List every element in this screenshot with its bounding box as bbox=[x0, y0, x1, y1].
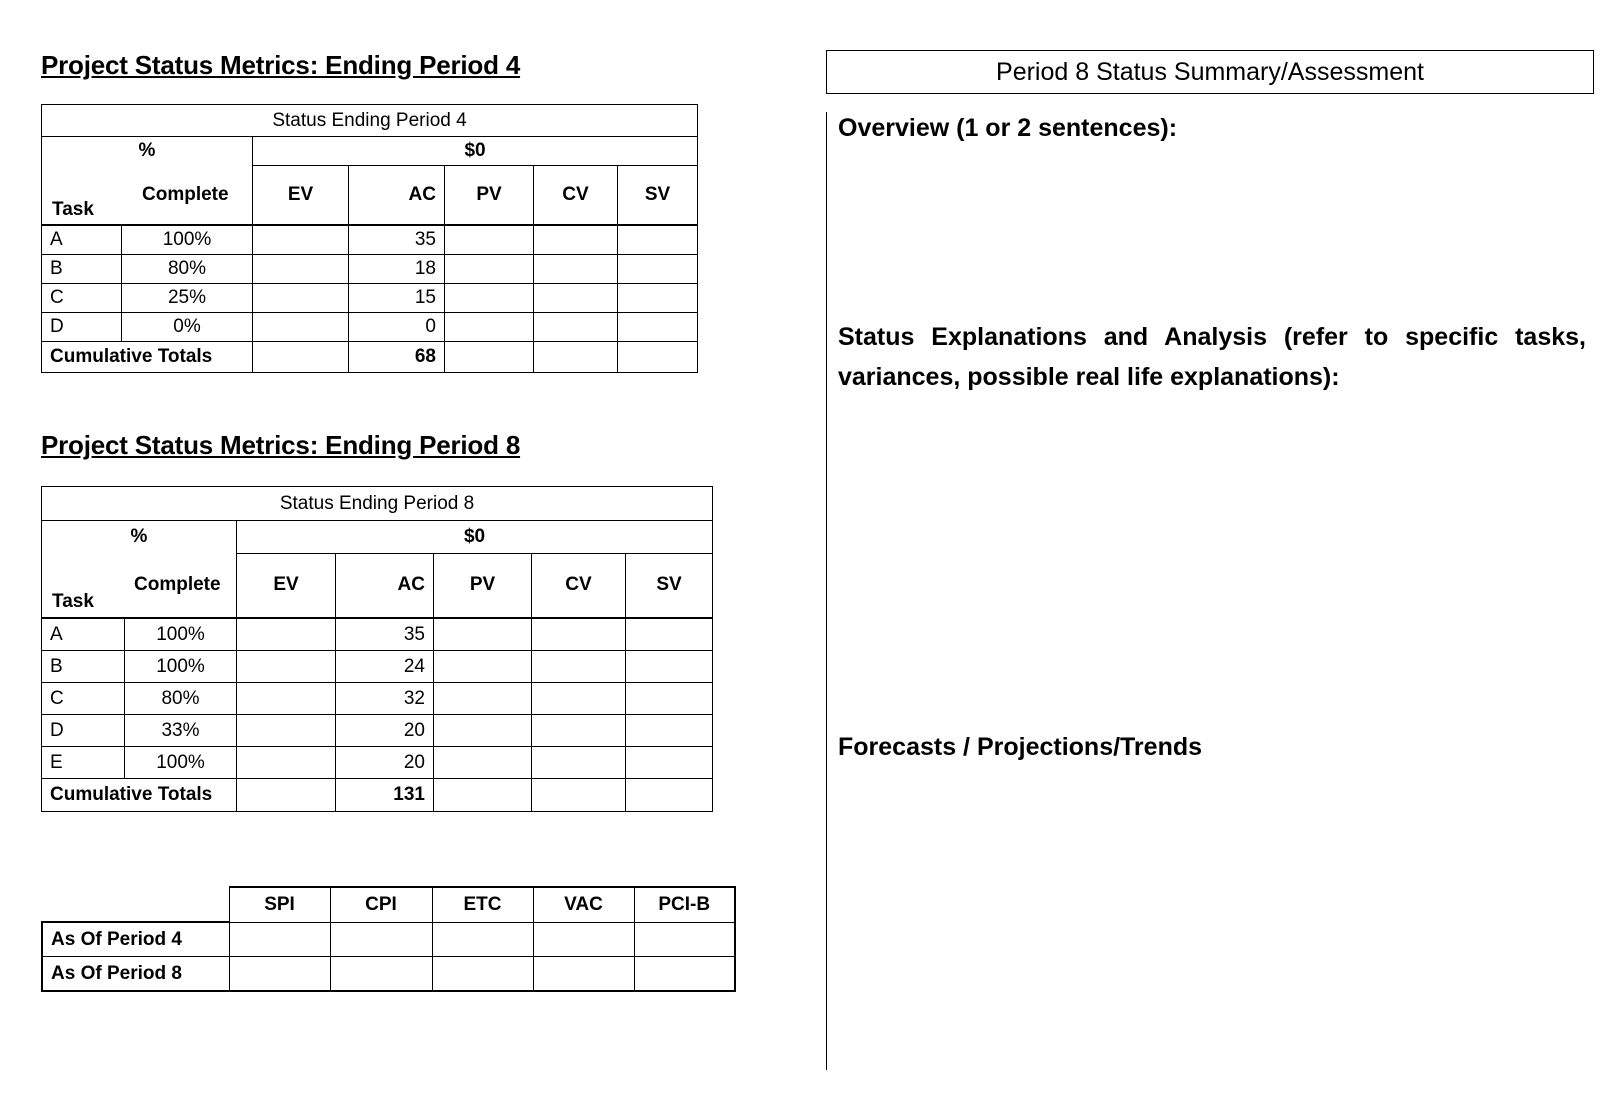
budget-cell: $0 bbox=[253, 137, 698, 166]
pcib-cell bbox=[634, 957, 735, 992]
overview-label: Overview (1 or 2 sentences): bbox=[838, 114, 1178, 142]
task-cell: D bbox=[42, 715, 125, 747]
cv-total bbox=[532, 779, 626, 812]
ev-cell bbox=[253, 312, 349, 341]
pv-cell bbox=[445, 254, 534, 283]
ac-cell: 20 bbox=[336, 715, 434, 747]
ac-cell: 24 bbox=[336, 651, 434, 683]
pv-total bbox=[434, 779, 532, 812]
row-label: As Of Period 8 bbox=[42, 957, 229, 992]
col-header-ev: EV bbox=[237, 553, 336, 618]
ac-cell: 35 bbox=[336, 618, 434, 651]
cv-cell bbox=[534, 312, 618, 341]
ev-cell bbox=[237, 747, 336, 779]
pv-cell bbox=[434, 715, 532, 747]
period8-table bbox=[41, 486, 713, 812]
totals-label: Cumulative Totals bbox=[42, 779, 237, 812]
col-header-ac: AC bbox=[349, 166, 445, 225]
period4-table bbox=[41, 104, 698, 373]
pv-cell bbox=[445, 225, 534, 255]
table-row bbox=[42, 683, 713, 715]
table-row bbox=[42, 225, 698, 255]
divider-line bbox=[826, 112, 827, 1070]
spi-cell bbox=[229, 957, 330, 992]
sv-cell bbox=[626, 715, 713, 747]
indices-corner bbox=[42, 887, 229, 922]
pct-cell: 100% bbox=[125, 747, 237, 779]
ev-total bbox=[237, 779, 336, 812]
complete-label: Complete bbox=[142, 183, 229, 205]
col-header-etc: ETC bbox=[432, 887, 533, 922]
cv-cell bbox=[532, 683, 626, 715]
sv-cell bbox=[626, 651, 713, 683]
col-header-cpi: CPI bbox=[330, 887, 432, 922]
ev-cell bbox=[237, 618, 336, 651]
cpi-cell bbox=[330, 922, 432, 957]
cpi-cell bbox=[330, 957, 432, 992]
sv-cell bbox=[618, 312, 698, 341]
pct-cell: 80% bbox=[122, 254, 253, 283]
ac-cell: 32 bbox=[336, 683, 434, 715]
sv-total bbox=[626, 779, 713, 812]
totals-row bbox=[42, 779, 713, 812]
pv-cell bbox=[445, 283, 534, 312]
task-cell: B bbox=[42, 254, 122, 283]
period4-heading: Project Status Metrics: Ending Period 4 bbox=[41, 50, 521, 80]
cv-total bbox=[534, 341, 618, 372]
ev-cell bbox=[237, 683, 336, 715]
task-label: Task bbox=[52, 198, 94, 220]
col-header-pv: PV bbox=[445, 166, 534, 225]
task-cell: B bbox=[42, 651, 125, 683]
pct-cell: 80% bbox=[125, 683, 237, 715]
ev-total bbox=[253, 341, 349, 372]
col-header-pcib: PCI-B bbox=[634, 887, 735, 922]
pv-cell bbox=[445, 312, 534, 341]
pv-cell bbox=[434, 618, 532, 651]
status-label-cell: Status Ending Period 8 bbox=[42, 487, 713, 521]
summary-title: Period 8 Status Summary/Assessment bbox=[996, 57, 1424, 86]
cv-cell bbox=[532, 715, 626, 747]
sv-cell bbox=[618, 254, 698, 283]
vac-cell bbox=[533, 957, 634, 992]
cv-cell bbox=[534, 225, 618, 255]
indices-table bbox=[41, 886, 736, 992]
pv-cell bbox=[434, 683, 532, 715]
table-row bbox=[42, 254, 698, 283]
ac-total: 68 bbox=[349, 341, 445, 372]
task-cell: C bbox=[42, 683, 125, 715]
col-header-sv: SV bbox=[626, 553, 713, 618]
ac-cell: 15 bbox=[349, 283, 445, 312]
sv-total bbox=[618, 341, 698, 372]
pct-symbol-cell: % bbox=[42, 521, 237, 554]
col-header-cv: CV bbox=[534, 166, 618, 225]
pct-cell: 0% bbox=[122, 312, 253, 341]
pct-cell: 100% bbox=[125, 651, 237, 683]
cv-cell bbox=[532, 651, 626, 683]
pct-cell: 25% bbox=[122, 283, 253, 312]
task-cell: A bbox=[42, 225, 122, 255]
table-row bbox=[42, 618, 713, 651]
pv-cell bbox=[434, 651, 532, 683]
budget-cell: $0 bbox=[237, 521, 713, 554]
summary-title-box bbox=[826, 50, 1594, 94]
task-cell: D bbox=[42, 312, 122, 341]
task-cell: E bbox=[42, 747, 125, 779]
col-header-ac: AC bbox=[336, 553, 434, 618]
spi-cell bbox=[229, 922, 330, 957]
cv-cell bbox=[532, 747, 626, 779]
vac-cell bbox=[533, 922, 634, 957]
pct-cell: 33% bbox=[125, 715, 237, 747]
ev-cell bbox=[237, 715, 336, 747]
sv-cell bbox=[618, 225, 698, 255]
col-header-vac: VAC bbox=[533, 887, 634, 922]
period8-heading: Project Status Metrics: Ending Period 8 bbox=[41, 430, 521, 460]
ac-cell: 35 bbox=[349, 225, 445, 255]
table-row bbox=[42, 922, 735, 957]
table-row bbox=[42, 651, 713, 683]
table-row bbox=[42, 747, 713, 779]
totals-label: Cumulative Totals bbox=[42, 341, 253, 372]
status-explanations-label: Status Explanations and Analysis (refer to specific tasks, variances, possible real life explanations): bbox=[838, 323, 1586, 391]
task-cell: A bbox=[42, 618, 125, 651]
pct-symbol-cell: % bbox=[42, 137, 253, 166]
complete-label: Complete bbox=[134, 574, 221, 595]
table-row bbox=[42, 312, 698, 341]
row-label: As Of Period 4 bbox=[42, 922, 229, 957]
col-header-pv: PV bbox=[434, 553, 532, 618]
sv-cell bbox=[626, 618, 713, 651]
totals-row bbox=[42, 341, 698, 372]
status-label-cell: Status Ending Period 4 bbox=[42, 105, 698, 137]
table-row bbox=[42, 957, 735, 992]
ev-cell bbox=[253, 225, 349, 255]
ac-cell: 18 bbox=[349, 254, 445, 283]
cv-cell bbox=[534, 254, 618, 283]
ev-cell bbox=[253, 254, 349, 283]
pct-cell: 100% bbox=[122, 225, 253, 255]
task-complete-header bbox=[42, 166, 253, 225]
table-row bbox=[42, 715, 713, 747]
ev-cell bbox=[237, 651, 336, 683]
col-header-sv: SV bbox=[618, 166, 698, 225]
sv-cell bbox=[626, 747, 713, 779]
ac-cell: 20 bbox=[336, 747, 434, 779]
pcib-cell bbox=[634, 922, 735, 957]
col-header-spi: SPI bbox=[229, 887, 330, 922]
cv-cell bbox=[532, 618, 626, 651]
ev-cell bbox=[253, 283, 349, 312]
task-label: Task bbox=[52, 591, 94, 612]
col-header-ev: EV bbox=[253, 166, 349, 225]
pv-total bbox=[445, 341, 534, 372]
sv-cell bbox=[626, 683, 713, 715]
sv-cell bbox=[618, 283, 698, 312]
task-cell: C bbox=[42, 283, 122, 312]
forecasts-label: Forecasts / Projections/Trends bbox=[838, 733, 1203, 761]
col-header-cv: CV bbox=[532, 553, 626, 618]
ac-total: 131 bbox=[336, 779, 434, 812]
cv-cell bbox=[534, 283, 618, 312]
table-row bbox=[42, 283, 698, 312]
pv-cell bbox=[434, 747, 532, 779]
etc-cell bbox=[432, 957, 533, 992]
task-complete-header bbox=[42, 553, 237, 618]
pct-cell: 100% bbox=[125, 618, 237, 651]
ac-cell: 0 bbox=[349, 312, 445, 341]
etc-cell bbox=[432, 922, 533, 957]
